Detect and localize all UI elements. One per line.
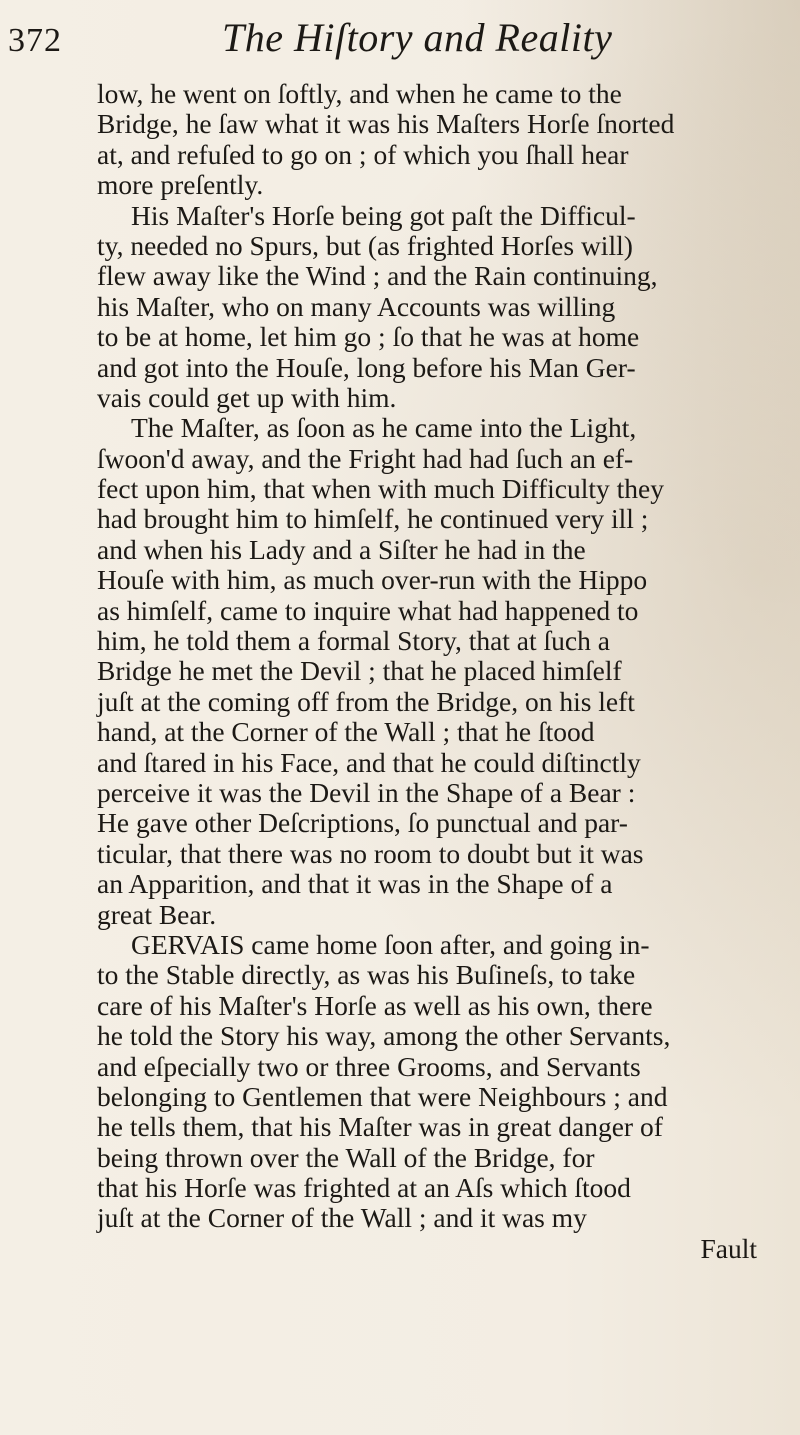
text-line: ty, needed no Spurs, but (as frighted Horſes will) bbox=[97, 229, 633, 261]
text-line: and got into the Houſe, long before his Man Ger- bbox=[97, 351, 636, 383]
text-line: had brought him to himſelf, he continued very ill ; bbox=[97, 503, 649, 535]
text-line: and when his Lady and a Siſter he had in the bbox=[97, 533, 586, 565]
text-line: GERVAIS came home ſoon after, and going in- bbox=[131, 928, 650, 960]
text-line: as himſelf, came to inquire what had happened to bbox=[97, 594, 639, 626]
catchword: Fault bbox=[700, 1232, 757, 1264]
page-header bbox=[0, 10, 800, 70]
text-line: and ſtared in his Face, and that he could diſtinctly bbox=[97, 746, 641, 778]
text-line: an Apparition, and that it was in the Shape of a bbox=[97, 868, 613, 900]
text-line: at, and refuſed to go on ; of which you ſhall hear bbox=[97, 138, 629, 170]
text-line: hand, at the Corner of the Wall ; that he ſtood bbox=[97, 716, 595, 748]
text-line: His Maſter's Horſe being got paſt the Difficul- bbox=[131, 199, 636, 231]
text-line: vais could get up with him. bbox=[97, 381, 397, 413]
body-text bbox=[97, 79, 797, 1264]
text-line: he told the Story his way, among the other Servants, bbox=[97, 1020, 671, 1052]
text-line: to be at home, let him go ; ſo that he was at home bbox=[97, 321, 640, 353]
text-line: him, he told them a formal Story, that at ſuch a bbox=[97, 625, 610, 657]
text-line: Bridge he met the Devil ; that he placed himſelf bbox=[97, 655, 622, 687]
text-line: more preſently. bbox=[97, 169, 264, 201]
page-number: 372 bbox=[8, 22, 62, 59]
text-line: Bridge, he ſaw what it was his Maſters Horſe ſnorted bbox=[97, 108, 675, 140]
text-line: low, he went on ſoftly, and when he came to the bbox=[97, 78, 622, 109]
text-line: he tells them, that his Maſter was in great danger of bbox=[97, 1111, 663, 1143]
text-line: that his Horſe was frighted at an Aſs which ſtood bbox=[97, 1172, 631, 1204]
running-head: The Hiſtory and Reality bbox=[222, 15, 613, 60]
text-line: He gave other Deſcriptions, ſo punctual and par- bbox=[97, 807, 628, 839]
text-line: ticular, that there was no room to doubt but it was bbox=[97, 837, 644, 869]
text-line: belonging to Gentlemen that were Neighbours ; and bbox=[97, 1080, 668, 1112]
text-line: care of his Maſter's Horſe as well as his own, there bbox=[97, 989, 653, 1021]
text-line: perceive it was the Devil in the Shape of a Bear : bbox=[97, 776, 636, 808]
text-line: The Maſter, as ſoon as he came into the Light, bbox=[131, 412, 637, 444]
text-line: juſt at the coming off from the Bridge, on his left bbox=[97, 685, 635, 717]
text-line: juſt at the Corner of the Wall ; and it was my bbox=[97, 1202, 587, 1234]
text-line: Houſe with him, as much over-run with the Hippo bbox=[97, 564, 648, 596]
text-line: flew away like the Wind ; and the Rain continuing, bbox=[97, 260, 658, 292]
text-line: and eſpecially two or three Grooms, and Servants bbox=[97, 1050, 641, 1082]
text-line: fect upon him, that when with much Difficulty they bbox=[97, 473, 664, 505]
text-line: ſwoon'd away, and the Fright had had ſuch an ef- bbox=[97, 442, 634, 474]
text-line: great Bear. bbox=[97, 898, 217, 930]
text-line: being thrown over the Wall of the Bridge, for bbox=[97, 1141, 595, 1173]
text-line: his Maſter, who on many Accounts was willing bbox=[97, 290, 616, 322]
text-line: to the Stable directly, as was his Buſineſs, to take bbox=[97, 959, 636, 991]
